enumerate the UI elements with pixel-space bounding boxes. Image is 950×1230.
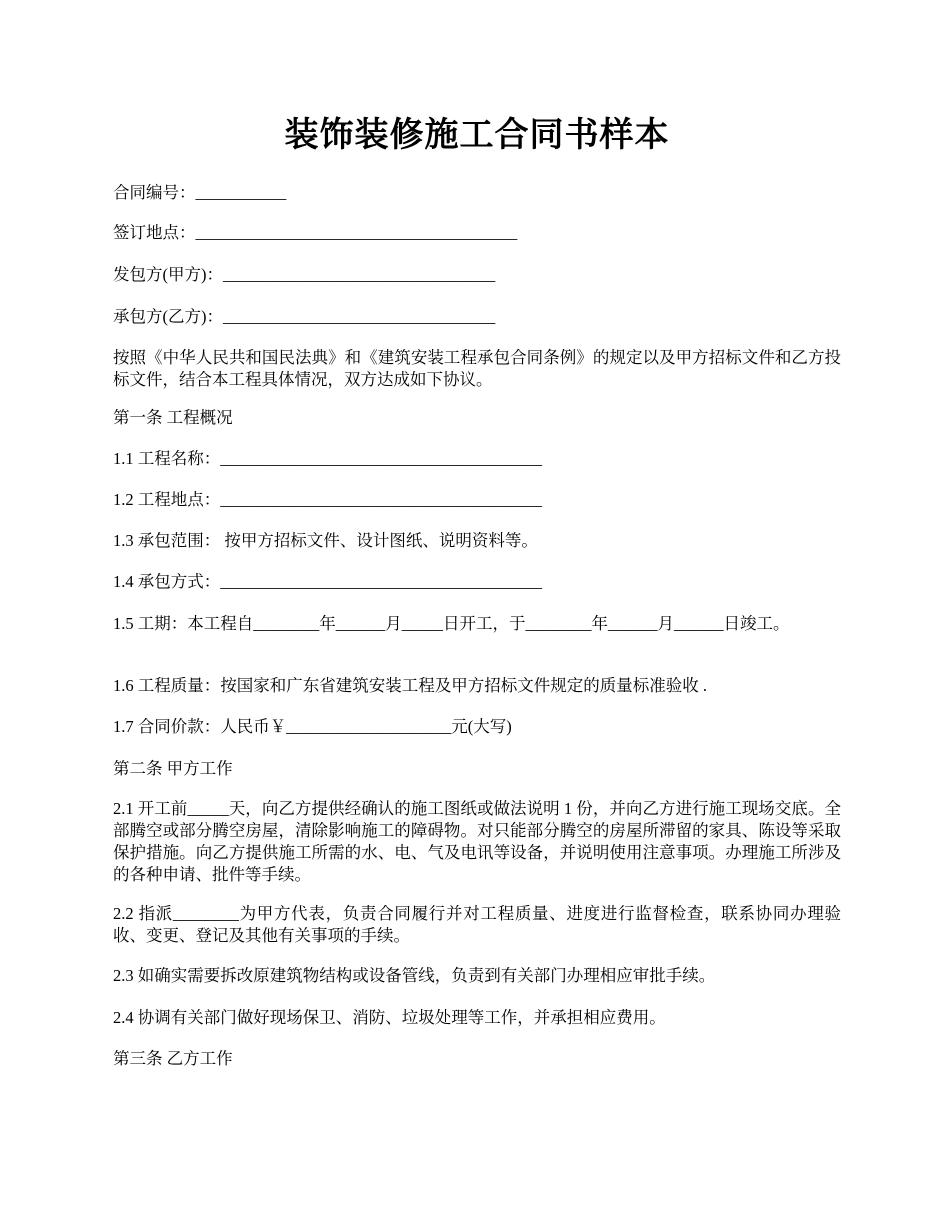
intro-paragraph: 按照《中华人民共和国民法典》和《建筑安装工程承包合同条例》的规定以及甲方招标文件和乙方投标文件，结合本工程具体情况，双方达成如下协议。 [113,348,841,389]
clause-1-1: 1.1 工程名称：_______________________________________ [113,449,542,468]
clause-1-7: 1.7 合同价款：人民币￥____________________元(大写) [113,717,512,736]
party-a-field: 发包方(甲方)：_________________________________ [113,265,496,284]
contract-number-field: 合同编号：___________ [113,183,287,202]
article-3-heading: 第三条 乙方工作 [113,1049,233,1068]
clause-2-2: 2.2 指派________为甲方代表，负责合同履行并对工程质量、进度进行监督检查，联系协同办理验收、变更、登记及其他有关事项的手续。 [113,904,841,945]
clause-1-6: 1.6 工程质量：按国家和广东省建筑安装工程及甲方招标文件规定的质量标准验收 . [113,676,707,695]
clause-1-4: 1.4 承包方式：_______________________________________ [113,572,542,591]
clause-1-2: 1.2 工程地点：_______________________________________ [113,490,542,509]
clause-2-4: 2.4 协调有关部门做好现场保卫、消防、垃圾处理等工作，并承担相应费用。 [113,1008,666,1027]
clause-2-3: 2.3 如确实需要拆改原建筑物结构或设备管线，负责到有关部门办理相应审批手续。 [113,966,716,985]
party-b-field: 承包方(乙方)：_________________________________ [113,307,496,326]
clause-2-1: 2.1 开工前_____天，向乙方提供经确认的施工图纸或做法说明 1 份，并向乙方进行施工现场交底。全部腾空或部分腾空房屋，清除影响施工的障碍物。对只能部分腾空的房屋所滞留的家具、陈设等采取保护措施。向乙方提供施工所需的水、电、气及电讯等设备，并说明使用注意事项。办理施工所涉及的各种申请、批件等手续。 [113,799,841,884]
sign-place-field: 签订地点：_______________________________________ [113,223,518,242]
clause-1-3: 1.3 承包范围： 按甲方招标文件、设计图纸、说明资料等。 [113,531,538,550]
clause-1-5: 1.5 工期：本工程自________年______月_____日开工，于________年______月______日竣工。 [113,614,790,633]
article-2-heading: 第二条 甲方工作 [113,759,233,778]
document-title: 装饰装修施工合同书样本 [284,117,670,154]
article-1-heading: 第一条 工程概况 [113,408,233,427]
